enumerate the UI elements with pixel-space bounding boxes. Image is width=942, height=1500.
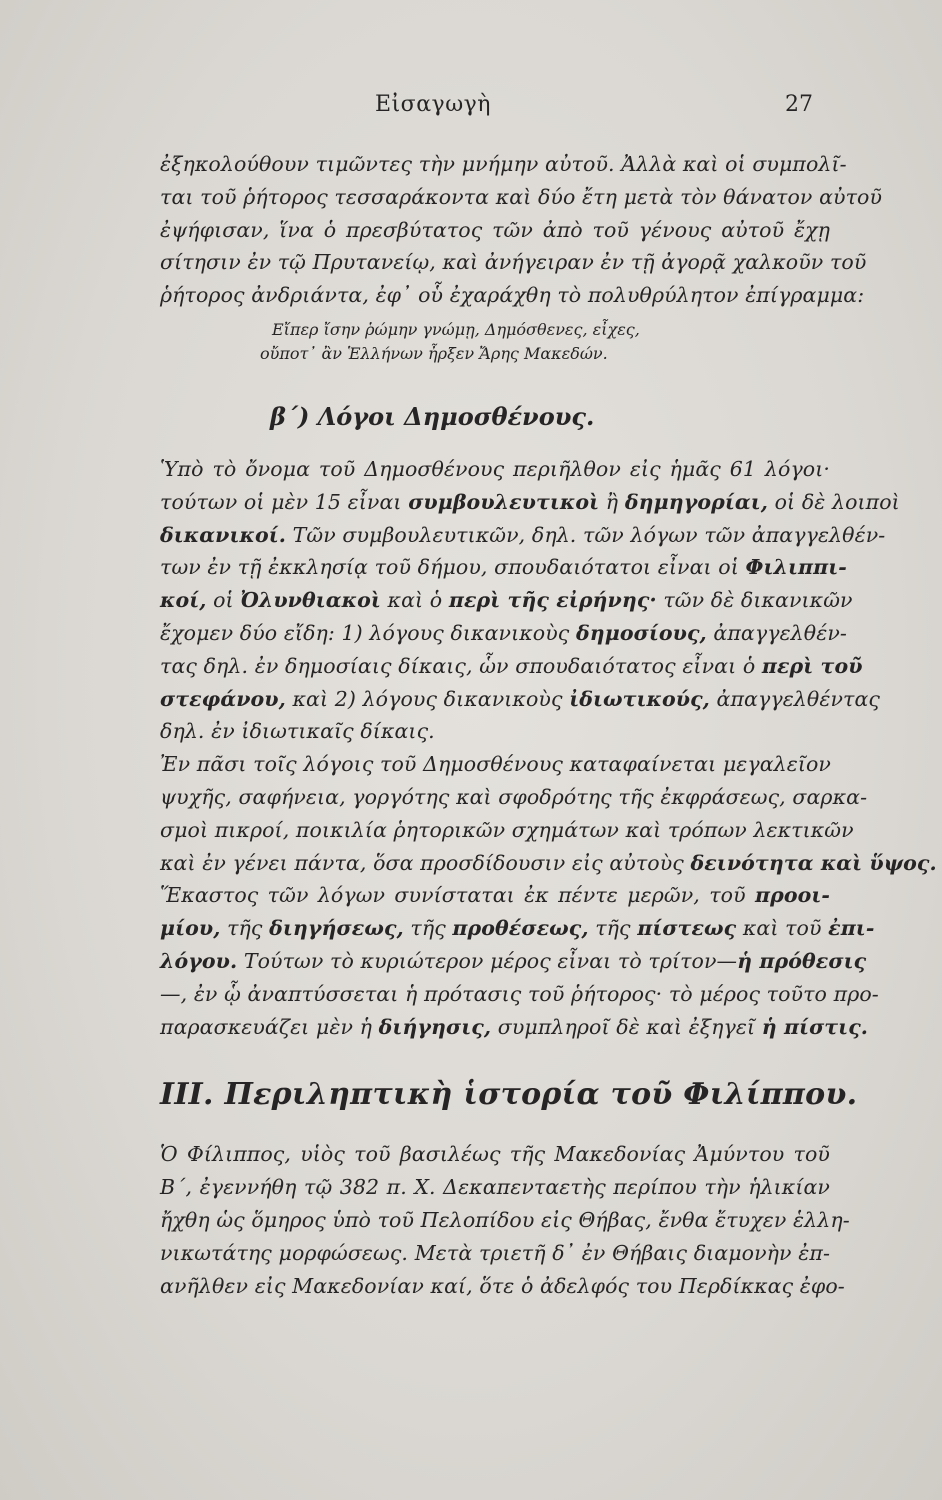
- text-line: Β΄, ἐγεννήθη τῷ 382 π. Χ. Δεκαπενταετὴς περίπου τὴν ἡλικίαν: [160, 1175, 830, 1200]
- bold-term: δικανικοί.: [160, 522, 286, 547]
- epigram-line: οὔποτ᾽ ἂν Ἑλλήνων ἦρξεν Ἄρης Μακεδών.: [260, 343, 608, 363]
- text-run: παρασκευάζει μὲν ἡ: [160, 1014, 379, 1039]
- text-run: των ἐν τῇ ἐκκλησίᾳ τοῦ δήμου, σπουδαιότατοι εἶναι οἱ: [160, 555, 746, 580]
- text-line: ἐψήφισαν, ἵνα ὁ πρεσβύτατος τῶν ἀπὸ τοῦ γένους αὐτοῦ ἔχῃ: [160, 217, 830, 242]
- bold-term: περὶ τοῦ: [761, 653, 863, 678]
- bold-term: κοί,: [160, 588, 207, 613]
- bold-term: συμβουλευτικοὶ: [408, 489, 600, 514]
- bold-term: διήγησις,: [378, 1014, 492, 1039]
- text-run: ἔχομεν δύο εἴδη: 1) λόγους δικανικοὺς: [160, 620, 576, 645]
- text-run: τούτων οἱ μὲν 15 εἶναι: [160, 489, 409, 514]
- text-line: [160, 683, 880, 716]
- bold-term: πίστεως: [637, 916, 737, 941]
- text-run: συμπληροῖ δὲ καὶ ἐξηγεῖ: [491, 1014, 762, 1039]
- bold-term: ἡ πίστις.: [761, 1014, 869, 1039]
- text-run: τῆς: [588, 916, 638, 941]
- bold-term: Φιλιππι-: [745, 555, 847, 580]
- bold-term: Ὀλυνθιακοὶ: [240, 588, 381, 613]
- structure-paragraph: [160, 879, 879, 1043]
- epigram-line: Εἴπερ ἴσην ῥώμην γνώμῃ, Δημόσθενες, εἶχες,: [272, 319, 640, 339]
- page-header: [0, 82, 942, 122]
- bold-term: προθέσεως,: [452, 916, 589, 941]
- text-run: Ἕκαστος τῶν λόγων συνίσταται ἐκ πέντε μερῶν, τοῦ: [160, 883, 755, 908]
- bold-term: στεφάνου,: [160, 686, 286, 711]
- text-run: οἱ δὲ λοιποὶ: [768, 489, 900, 514]
- text-line: Ἐν πᾶσι τοῖς λόγοις τοῦ Δημοσθένους καταφαίνεται μεγαλεῖον: [160, 752, 831, 777]
- text-run: καὶ 2) λόγους δικανικοὺς: [285, 686, 570, 711]
- bold-term: δημηγορίαι,: [624, 489, 768, 514]
- text-line: [160, 650, 863, 683]
- page-number: 27: [785, 92, 813, 117]
- text-line: [160, 519, 886, 552]
- bold-term: διηγήσεως,: [269, 916, 404, 941]
- text-line: Ὑπὸ τὸ ὄνομα τοῦ Δημοσθένους περιῆλθον εἰς ἡμᾶς 61 λόγοι·: [160, 456, 830, 481]
- philip-paragraph: [160, 1138, 850, 1302]
- text-line: [160, 1011, 869, 1044]
- epigram: [160, 318, 830, 366]
- text-run: τῆς: [220, 916, 270, 941]
- page-content: [160, 148, 937, 1302]
- text-line: ῥήτορος ἀνδριάντα, ἐφ᾽ οὗ ἐχαράχθη τὸ πολυθρύλητον ἐπίγραμμα:: [160, 283, 865, 308]
- bold-term: ἰδιωτικούς,: [569, 686, 710, 711]
- text-line: Ὁ Φίλιππος, υἱὸς τοῦ βασιλέως τῆς Μακεδονίας Ἀμύντου τοῦ: [160, 1142, 830, 1167]
- text-line: [160, 879, 830, 912]
- text-run: τῆς: [403, 916, 453, 941]
- text-line: —, ἐν ᾧ ἀναπτύσσεται ἡ πρότασις τοῦ ῥήτορος· τὸ μέρος τοῦτο προ-: [160, 981, 879, 1006]
- text-run: καὶ ἐν γένει πάντα, ὅσα προσδίδουσιν εἰς αὐτοὺς: [160, 850, 691, 875]
- text-run: οἱ: [206, 588, 241, 613]
- text-line: νικωτάτης μορφώσεως. Μετὰ τριετῆ δ᾽ ἐν Θήβαις διαμονὴν ἐπ-: [160, 1240, 830, 1265]
- bold-term: δεινότητα καὶ ὕψος.: [690, 850, 937, 875]
- text-line: σίτησιν ἐν τῷ Πρυτανείῳ, καὶ ἀνήγειραν ἐν τῇ ἀγορᾷ χαλκοῦν τοῦ: [160, 250, 867, 275]
- text-line: [160, 551, 847, 584]
- chapter-heading: ΙΙΙ. Περιληπτικὴ ἱστορία τοῦ Φιλίππου.: [160, 1077, 858, 1113]
- bold-term: προοι-: [754, 883, 830, 908]
- text-line: [160, 847, 937, 880]
- bold-term: μίου,: [160, 916, 221, 941]
- intro-paragraph: [160, 148, 883, 312]
- text-run: τας δηλ. ἐν δημοσίαις δίκαις, ὧν σπουδαιότατος εἶναι ὁ: [160, 653, 762, 678]
- text-line: ται τοῦ ῥήτορος τεσσαράκοντα καὶ δύο ἔτη μετὰ τὸν θάνατον αὐτοῦ: [160, 184, 883, 209]
- text-line: σμοὶ πικροί, ποικιλία ῥητορικῶν σχημάτων καὶ τρόπων λεκτικῶν: [160, 817, 854, 842]
- text-run: τῶν δὲ δικανικῶν: [656, 588, 853, 613]
- bold-term: περὶ τῆς εἰρήνης·: [448, 588, 657, 613]
- speeches-paragraph: [160, 453, 900, 748]
- text-line: [160, 617, 847, 650]
- text-line: ἐξηκολούθουν τιμῶντες τὴν μνήμην αὐτοῦ. Ἀλλὰ καὶ οἱ συμπολῖ-: [160, 152, 847, 176]
- text-run: καὶ ὁ: [380, 588, 449, 613]
- text-run: ἢ: [599, 489, 625, 514]
- bold-term: ἡ πρόθεσις: [737, 948, 867, 973]
- text-line: [160, 584, 853, 617]
- running-title: Εἰσαγωγὴ: [375, 92, 491, 117]
- text-line: ανῆλθεν εἰς Μακεδονίαν καί, ὅτε ὁ ἀδελφός του Περδίκκας ἐφο-: [160, 1273, 845, 1298]
- bold-term: δημοσίους,: [575, 620, 707, 645]
- text-line: [160, 945, 867, 978]
- text-line: ἤχθη ὡς ὅμηρος ὑπὸ τοῦ Πελοπίδου εἰς Θήβας, ἔνθα ἔτυχεν ἑλλη-: [160, 1207, 850, 1232]
- text-line: ψυχῆς, σαφήνεια, γοργότης καὶ σφοδρότης τῆς ἐκφράσεως, σαρκα-: [160, 784, 868, 809]
- text-run: Τούτων τὸ κυριώτερον μέρος εἶναι τὸ τρίτον—: [237, 948, 738, 973]
- text-run: ἀπαγγελθέντας: [709, 686, 880, 711]
- text-line: [160, 912, 875, 945]
- bold-term: ἐπι-: [828, 916, 875, 941]
- text-line: δηλ. ἐν ἰδιωτικαῖς δίκαις.: [160, 719, 435, 744]
- text-run: ἀπαγγελθέν-: [706, 620, 847, 645]
- bold-term: λόγου.: [160, 948, 238, 973]
- text-run: Τῶν συμβουλευτικῶν, δηλ. τῶν λόγων τῶν ἀπαγγελθέν-: [285, 522, 886, 547]
- text-run: καὶ τοῦ: [736, 916, 829, 941]
- style-paragraph: [160, 748, 937, 879]
- text-line: [160, 486, 900, 519]
- section-heading: β΄) Λόγοι Δημοσθένους.: [270, 401, 595, 431]
